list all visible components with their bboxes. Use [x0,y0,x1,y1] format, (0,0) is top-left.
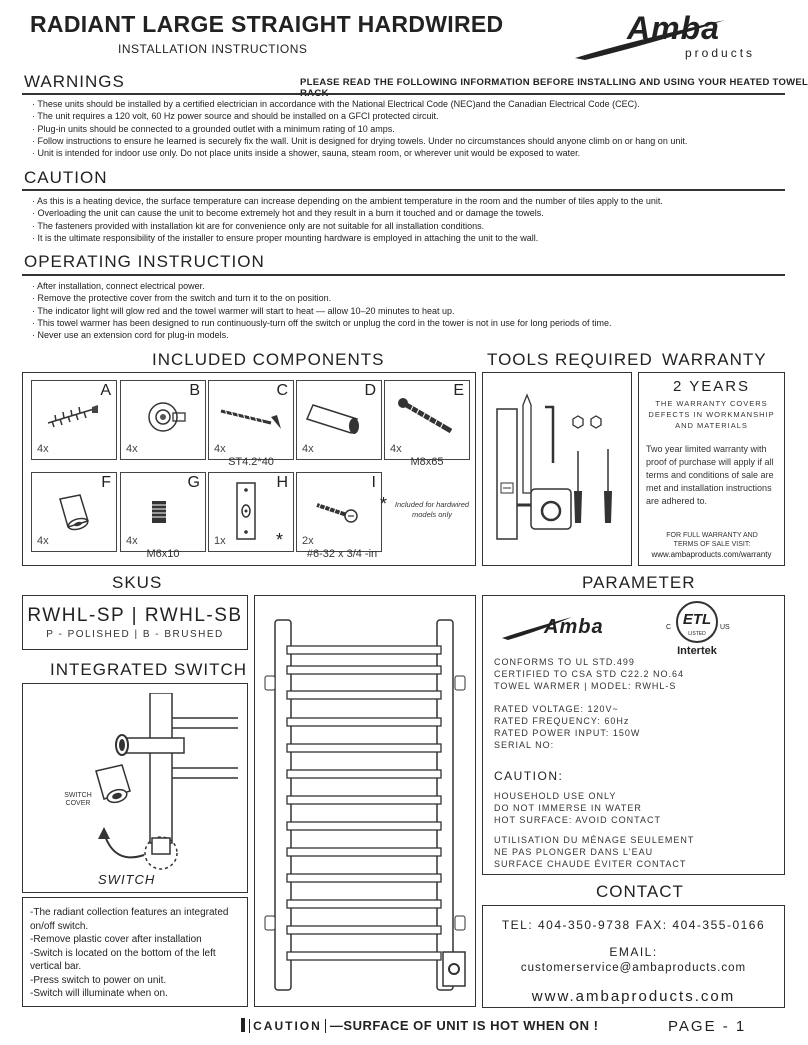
asterisk-mark: * [275,530,283,550]
contact-email[interactable]: customerservice@ambaproducts.com [520,962,747,974]
hardwired-note: Included for hardwired models only [394,500,470,519]
sku-finishes: P - POLISHED | B - BRUSHED [46,629,224,640]
list-item: · As this is a heating device, the surface temperature can increase depending on the ambient temperature in the room and the number of tiles apply to the unit. [32,195,787,207]
parameter-caution-title: CAUTION: [494,769,564,783]
intertek-label: Intertek [677,645,717,657]
tools-title: TOOLS REQUIRED [487,350,653,369]
warranty-covers: THE WARRANTY COVERS DEFECTS IN WORKMANSHIP AND MATERIALS [648,399,775,430]
caution-list [32,195,787,244]
parameter-title: PARAMETER [582,573,696,592]
towel-rack-illustration [255,596,474,1005]
operating-title: OPERATING INSTRUCTION [24,252,265,271]
amba-logo [575,10,785,62]
product-panel [254,595,476,1007]
list-item: · Plug-in units should be connected to a grounded outlet with a minimum rating of 10 amps. [32,123,787,135]
logo-subtext: products [685,46,756,60]
contact-phones: TEL: 404-350-9738 FAX: 404-355-0166 [501,918,766,932]
list-item: -Switch is located on the bottom of the left vertical bar. [30,947,216,972]
caution-french: UTILISATION DU MÉNAGE SEULEMENT NE PAS PLONGER DANS L'EAU SURFACE CHAUDE ÉVITER CONTACT [494,835,695,869]
component-e: E 4x [384,380,470,460]
footer-bar-left [241,1018,245,1032]
hardwired-asterisk: * [380,494,388,514]
operating-list [32,280,787,341]
caption-g: M6x10 [146,548,180,560]
contact-website[interactable]: www.ambaproducts.com [531,988,736,1005]
footer-caution-text: —SURFACE OF UNIT IS HOT WHEN ON ! [329,1018,599,1033]
skus-title: SKUS [112,573,163,592]
tools-illustration [487,393,627,553]
component-g: G 4x [120,472,206,552]
warranty-body: Two year limited warranty with proof of purchase will apply if all terms and conditions of sale are met and installation instructions are adhered to. [646,444,774,506]
component-b: B 4x [120,380,206,460]
certifications: CONFORMS TO UL STD.499 CERTIFIED TO CSA STD C22.2 NO.64 TOWEL WARMER | MODEL: RWHL-S [494,657,685,691]
warranty-years: 2 YEARS [672,378,751,395]
end-cap-icon [50,487,100,537]
etl-listed: LISTED [688,631,706,637]
allen-wrench-icon [545,407,553,463]
hex-socket-icon [591,416,601,428]
etl-us: US [720,624,730,631]
page-title: RADIANT LARGE STRAIGHT HARDWIRED [30,11,504,37]
level-icon [497,409,517,539]
list-item: · After installation, connect electrical power. [32,280,787,292]
wall-sleeve-icon [305,397,371,437]
machine-screw-icon [311,495,361,525]
warranty-url[interactable]: www.ambaproducts.com/warranty [651,550,772,559]
caption-i: #6-32 x 3/4 -in [306,548,378,560]
parameter-brand: Amba [544,616,604,638]
etl-mark-text: ETL [682,611,712,628]
caution-english: HOUSEHOLD USE ONLY DO NOT IMMERSE IN WATER HOT SURFACE: AVOID CONTACT [494,791,662,825]
contact-email-label: EMAIL: [609,945,658,959]
list-item: · Remove the protective cover from the switch and turn it to the on position. [32,292,787,304]
footer-caution-bar [241,1018,598,1040]
switch-instructions [30,906,245,1001]
component-c: C 4x [208,380,294,460]
component-i: I 2x [296,472,382,552]
wall-anchor-icon [44,401,102,431]
wall-plate-icon [233,481,263,543]
page-number: PAGE - 1 [668,1018,747,1035]
tape-measure-icon [531,489,571,529]
caption-c: ST4.2*40 [228,456,274,468]
switch-cover-label: SWITCH COVER [64,792,92,807]
list-item: · Overloading the unit can cause the unit to become extremely hot and they result in a burn it touched and or damage the towels. [32,207,787,219]
threaded-rod-icon [393,397,461,437]
switch-title: INTEGRATED SWITCH [50,660,248,679]
component-d: D 4x [296,380,382,460]
wood-screw-icon [215,401,287,431]
towel-bars [287,646,441,960]
tools-panel [482,372,632,566]
warnings-list [32,98,787,159]
list-item: · Never use an extension cord for plug-in models. [32,329,787,341]
page-subtitle: INSTALLATION INSTRUCTIONS [118,42,308,56]
warranty-full-terms: FOR FULL WARRANTY AND TERMS OF SALE VISIT: [666,532,758,548]
list-item: -Press switch to power on unit. [30,974,167,986]
etl-c: C [666,624,672,631]
list-item: · Unit is intended for indoor use only. Do not place units inside a shower, sauna, steam room, or wherever unit would be exposed to water. [32,147,787,159]
list-item: · The indicator light will glow red and the towel warmer will start to heat — allow 10–20 minutes to heat up. [32,305,787,317]
list-item: · This towel warmer has been designed to run continuously-turn off the switch or unplug the cord in the tower is not in use for long periods of time. [32,317,787,329]
list-item: -Switch will illuminate when on. [30,988,168,999]
caution-title: CAUTION [24,168,108,187]
component-a: A 4x [31,380,117,460]
switch-label: SWITCH [98,872,156,887]
caption-e: M8x65 [410,456,444,468]
warranty-title: WARRANTY [662,350,767,369]
component-f: F 4x [31,472,117,552]
list-item: · It is the ultimate responsibility of the installer to ensure proper mounting hardware is employed in attaching the unit to the wall. [32,232,787,244]
warnings-notice: PLEASE READ THE FOLLOWING INFORMATION BEFORE INSTALLING AND USING YOUR HEATED TOWEL [300,77,808,88]
logo-wordmark: Amba [627,10,720,46]
list-item: · The fasteners provided with installation kit are for convenience only are not suitable for all installation conditions. [32,220,787,232]
sku-codes: RWHL-SP | RWHL-SB [27,605,243,626]
warnings-title: WARNINGS [24,72,125,91]
hex-socket-icon [573,416,583,428]
list-item: -Remove plastic cover after installation [30,934,202,945]
list-item: · These units should be installed by a certified electrician in accordance with the National Electrical Code (NEC)and the Canadian Electrical Code (CEC). [32,98,787,110]
component-h: H 1x * [208,472,294,552]
pencil-icon [523,395,531,493]
ratings: RATED VOLTAGE: 120V~ RATED FREQUENCY: 60Hz RATED POWER INPUT: 150W SERIAL NO: [494,704,641,750]
contact-title: CONTACT [596,882,684,901]
components-title: INCLUDED COMPONENTS [152,350,385,369]
mounting-bracket-icon [143,395,189,441]
set-screw-icon [149,499,173,527]
footer-caution-word: CAUTION [249,1019,326,1033]
list-item: · Follow instructions to ensure he learned is securely fix the wall. Unit is designed for drying towels. Under no circumstances should anyone climb on or hang on unit. [32,135,787,147]
list-item: -The radiant collection features an integrated on/off switch. [30,907,229,932]
list-item: · The unit requires a 120 volt, 60 Hz power source and should be installed on a GFCI protected circuit. [32,110,787,122]
